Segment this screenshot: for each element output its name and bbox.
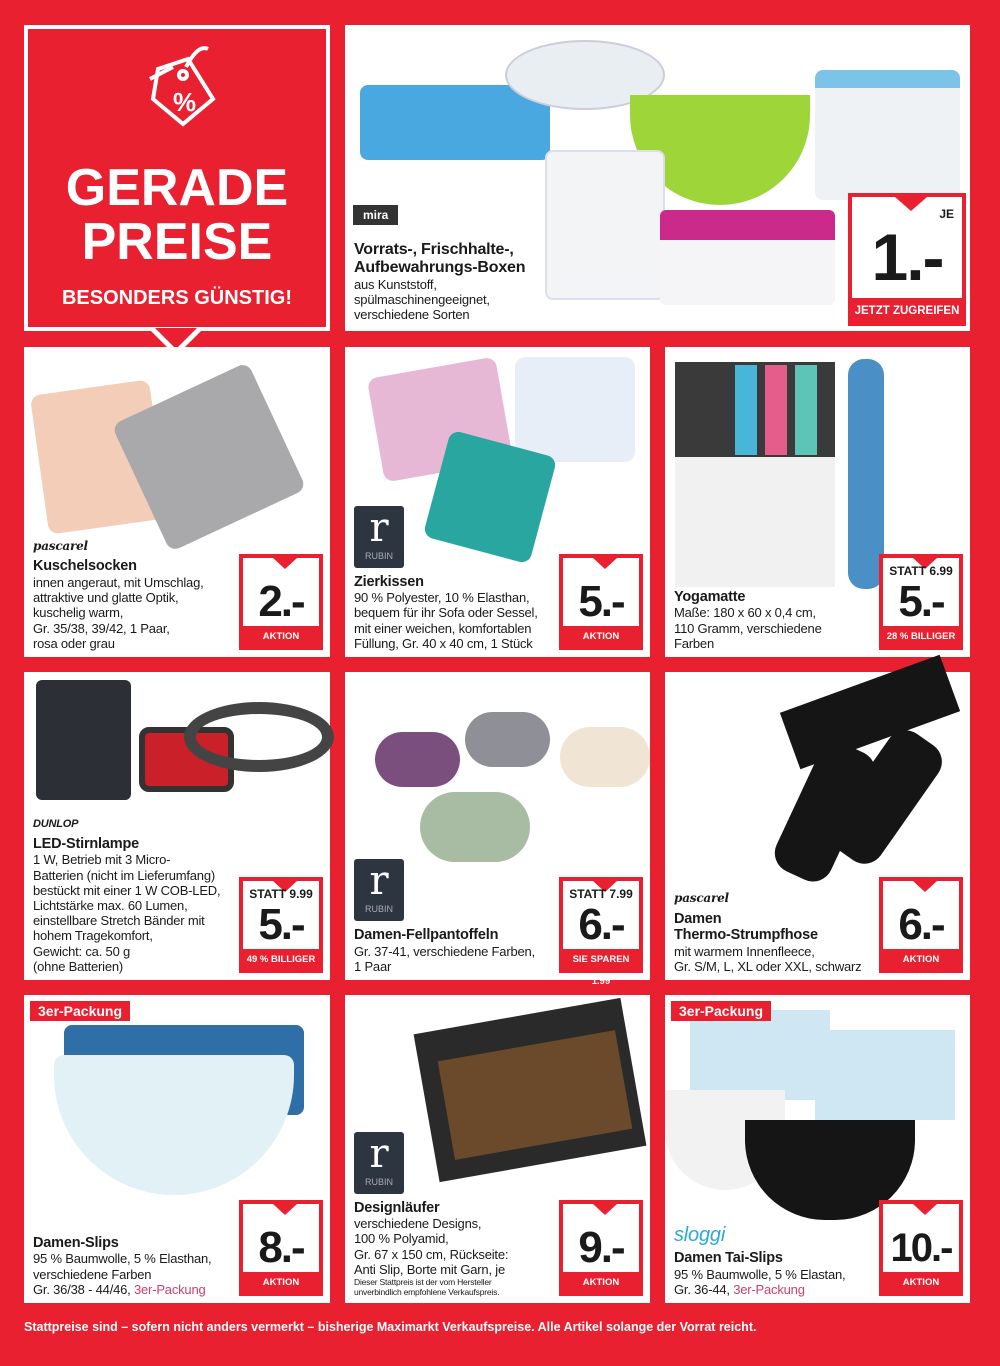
product-desc-line	[674, 1282, 805, 1297]
notch-icon	[913, 1204, 937, 1215]
price-tag	[239, 554, 323, 650]
product-desc-line: 110 Gramm, verschiedene	[674, 620, 822, 636]
price-label: 49 % BILLIGER	[246, 954, 316, 965]
product-desc-line: Lichtstärke max. 60 Lumen,	[33, 897, 188, 913]
price-value: 5.-	[578, 577, 624, 626]
price-note: Dieser Stattpreis ist der vom Hersteller	[354, 1277, 492, 1287]
price-value: 8.-	[258, 1223, 304, 1272]
price-value: 5.-	[258, 900, 304, 949]
product-card[interactable]	[24, 347, 330, 657]
price-tag	[879, 1200, 963, 1296]
product-title: Damen	[674, 910, 722, 927]
product-desc-line	[33, 1282, 206, 1297]
product-desc-text: Gr. 36/38 - 44/46,	[33, 1281, 134, 1297]
product-desc-line: innen angeraut, mit Umschlag,	[33, 574, 204, 590]
product-title: Vorrats-, Frischhalte-, Aufbewahrungs-Boxen	[354, 241, 526, 276]
old-price: STATT 6.99	[889, 564, 953, 578]
notch-icon	[593, 1204, 617, 1215]
product-desc-line: Gr. 67 x 150 cm, Rückseite:	[354, 1246, 509, 1262]
product-info	[354, 506, 551, 651]
price-tag	[239, 1200, 323, 1296]
product-title: Damen-Fellpantoffeln	[354, 927, 499, 944]
price-note: unverbindlich empfohlene Verkaufspreis.	[354, 1287, 500, 1297]
notch-icon	[913, 881, 937, 892]
rubin-logo: r RUBIN	[354, 1132, 404, 1194]
rubin-logo: r RUBIN	[354, 506, 404, 568]
product-info	[33, 1235, 231, 1297]
rubin-logo-text: RUBIN	[364, 550, 393, 561]
pack-note: 3er-Packung	[733, 1281, 805, 1297]
product-desc-line: Batterien (nicht im Lieferumfang)	[33, 867, 215, 883]
price-tag-percent-icon	[128, 39, 228, 139]
product-card[interactable]	[665, 995, 970, 1303]
price-label: SIE SPAREN 1.99	[572, 954, 630, 987]
price-label: AKTION	[262, 631, 300, 642]
product-desc-line: bestückt mit einer 1 W COB-LED,	[33, 882, 221, 898]
price-prefix: JE	[939, 207, 954, 221]
product-desc-line: 95 % Baumwolle, 5 % Elasthan,	[33, 1251, 212, 1267]
product-card[interactable]	[24, 995, 330, 1303]
product-desc-line: Gr. 35/38, 39/42, 1 Paar,	[33, 620, 170, 636]
price-value: 5.-	[898, 577, 944, 626]
product-desc-line: (ohne Batterien)	[33, 958, 124, 974]
product-desc-line: einstellbare Stretch Bänder mit	[33, 913, 205, 929]
price-label: JETZT ZUGREIFEN	[854, 305, 960, 317]
product-desc-line: hohem Tragekomfort,	[33, 928, 153, 944]
product-desc-line: verschiedene Designs,	[354, 1216, 482, 1232]
svg-text:%: %	[173, 87, 197, 117]
product-desc-line: Füllung, Gr. 40 x 40 cm, 1 Stück	[354, 635, 533, 651]
product-card[interactable]	[665, 672, 970, 980]
product-title: Designläufer	[354, 1199, 440, 1216]
price-label: AKTION	[902, 954, 940, 965]
product-info	[674, 589, 871, 651]
product-card[interactable]	[345, 672, 650, 987]
product-desc-line: Gr. 37-41, verschiedene Farben,	[354, 943, 535, 959]
product-desc-line: attraktive und glatte Optik,	[33, 590, 179, 606]
product-desc-line: Anti Slip, Borte mit Garn, je	[354, 1261, 505, 1277]
price-value: 6.-	[578, 900, 624, 949]
hero-banner	[24, 25, 330, 331]
hero-subtitle: BESONDERS GÜNSTIG!	[61, 287, 293, 309]
product-title: Damen Tai-Slips	[674, 1250, 783, 1267]
product-title: Zierkissen	[354, 573, 424, 590]
price-value: 9.-	[578, 1223, 624, 1272]
price-tag	[559, 1200, 643, 1296]
price-tag	[239, 877, 323, 973]
product-desc-line: 1 Paar	[354, 958, 392, 974]
hero-line-1: GERADE	[65, 159, 289, 217]
price-value: 1.-	[871, 220, 943, 294]
product-info	[354, 241, 654, 323]
product-card[interactable]	[345, 995, 650, 1303]
hero-title	[28, 161, 326, 269]
product-desc-line: 90 % Polyester, 10 % Elasthan,	[354, 590, 530, 606]
notch-icon	[895, 197, 927, 211]
pack-note: 3er-Packung	[134, 1281, 206, 1297]
price-value: 2.-	[258, 577, 304, 626]
price-label: 28 % BILLIGER	[886, 631, 956, 642]
product-desc-line: Maße: 180 x 60 x 0,4 cm,	[674, 605, 816, 621]
product-desc-line: mit einer weichen, komfortablen	[354, 620, 532, 636]
product-info	[354, 859, 551, 974]
product-title: Damen-Slips	[33, 1234, 119, 1251]
product-desc-line: 95 % Baumwolle, 5 % Elastan,	[674, 1266, 846, 1282]
footer-note: Stattpreise sind – sofern nicht anders vermerkt – bisherige Maximarkt Verkaufspreise. Alle Artikel solange der Vorrat reicht.	[24, 1320, 757, 1334]
price-tag	[879, 877, 963, 973]
product-desc-line: Gr. S/M, L, XL oder XXL, schwarz	[674, 958, 862, 974]
old-price: STATT 9.99	[249, 887, 313, 901]
product-title: Kuschelsocken	[33, 558, 137, 575]
brand-logo: pascarel	[33, 539, 88, 554]
brand-logo: pascarel	[674, 891, 729, 906]
pack-badge: 3er-Packung	[671, 1001, 771, 1021]
product-card[interactable]	[665, 347, 970, 657]
price-value: 6.-	[898, 900, 944, 949]
product-info	[33, 539, 231, 651]
rubin-logo: r RUBIN	[354, 859, 404, 921]
product-desc-line: mit warmem Innenfleece,	[674, 943, 815, 959]
product-card[interactable]	[24, 672, 330, 980]
product-desc-line: aus Kunststoff,	[354, 277, 437, 292]
product-desc-line: bequem für ihr Sofa oder Sessel,	[354, 605, 538, 621]
product-info	[354, 1132, 551, 1297]
price-tag	[559, 877, 643, 987]
brand-logo: mira	[353, 205, 398, 225]
notch-icon	[273, 558, 297, 569]
price-label: AKTION	[582, 631, 620, 642]
price-label: AKTION	[902, 1277, 940, 1288]
notch-icon	[273, 1204, 297, 1215]
price-tag	[559, 554, 643, 650]
price-value: 10.-	[890, 1226, 952, 1270]
product-card[interactable]	[345, 25, 970, 331]
product-title-line-2: Thermo-Strumpfhose	[674, 927, 818, 944]
price-tag	[879, 554, 963, 650]
hero-line-2: PREISE	[81, 213, 273, 271]
product-desc-line: kuschelig warm,	[33, 605, 124, 621]
hero-pointer-inner	[155, 328, 197, 349]
product-desc-text: Gr. 36-44,	[674, 1281, 734, 1297]
price-label: AKTION	[262, 1277, 300, 1288]
product-desc-line: spülmaschinengeeignet,	[354, 292, 490, 308]
notch-icon	[593, 558, 617, 569]
product-desc-line: Farben	[674, 635, 714, 651]
product-card[interactable]	[345, 347, 650, 657]
brand-logo: DUNLOP	[33, 817, 79, 830]
price-tag	[848, 193, 966, 326]
product-desc-line: 100 % Polyamid,	[354, 1231, 449, 1247]
price-label: AKTION	[582, 1277, 620, 1288]
product-title: LED-Stirnlampe	[33, 835, 139, 852]
product-title: Yogamatte	[674, 588, 746, 605]
product-info	[33, 817, 231, 974]
pack-badge: 3er-Packung	[30, 1001, 130, 1021]
rubin-logo-text: RUBIN	[364, 1176, 393, 1187]
product-desc-line: Gewicht: ca. 50 g	[33, 943, 131, 959]
old-price: STATT 7.99	[569, 887, 633, 901]
product-desc-line: 1 W, Betrieb mit 3 Micro-	[33, 852, 171, 868]
product-desc-line: verschiedene Farben	[33, 1266, 152, 1282]
brand-logo: sloggi	[674, 1224, 726, 1247]
product-desc-line: rosa oder grau	[33, 635, 115, 651]
product-info	[674, 1224, 871, 1297]
product-desc-line: verschiedene Sorten	[354, 307, 470, 323]
rubin-logo-text: RUBIN	[364, 904, 393, 915]
product-info	[674, 891, 871, 974]
